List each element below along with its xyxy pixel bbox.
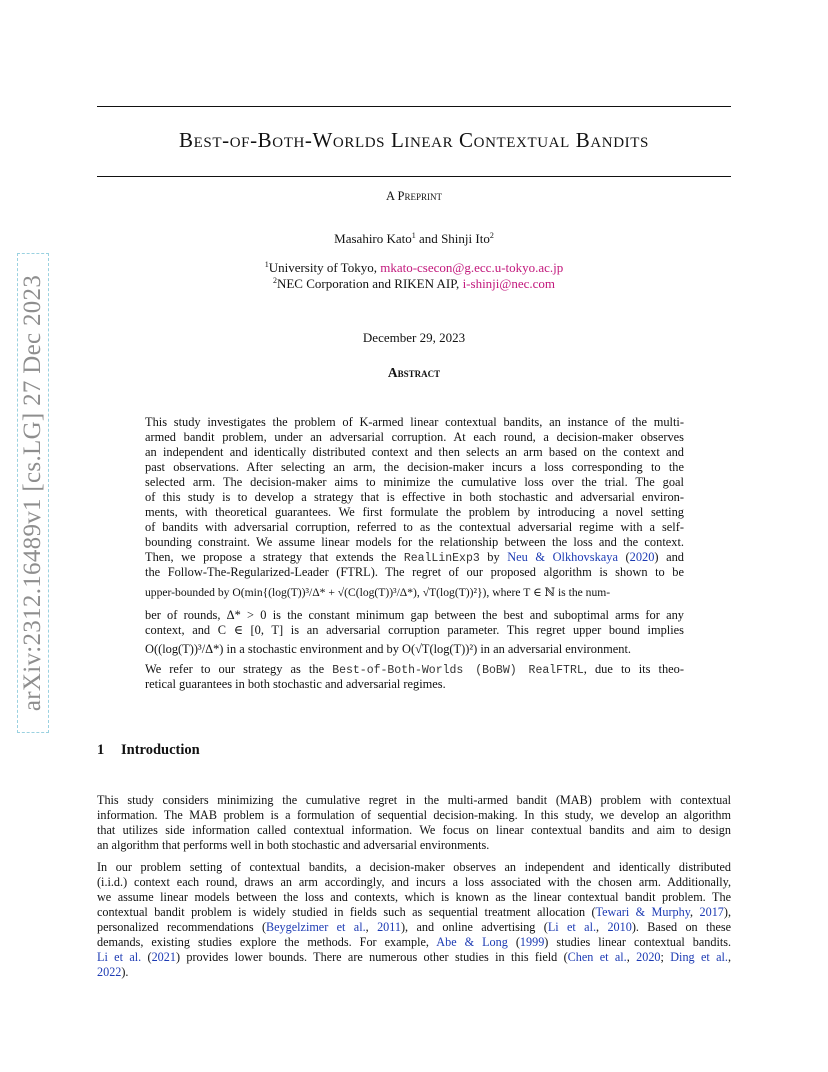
citation-link[interactable]: Beygelzimer et al. (266, 920, 366, 934)
body-line: This study considers minimizing the cumulative regret in the multi-armed bandit (MAB) problem with contextual (97, 793, 731, 807)
citation-year-link[interactable]: 2020 (636, 950, 661, 964)
abstract-line: of bandits with adversarial corruption, referred to as the contextual adversarial regime with a self- (145, 520, 684, 534)
citation-link[interactable]: Chen et al. (567, 950, 627, 964)
arxiv-stamp[interactable] (17, 253, 49, 733)
body-line: information. The MAB problem is a formulation of sequential decision-making. In this study, we develop an algorithm (97, 808, 731, 822)
abstract-text: ) and (654, 550, 684, 564)
affiliation-text: NEC Corporation and RIKEN AIP, (276, 276, 463, 291)
body-text: ; (660, 950, 671, 964)
abstract-text: We refer to our strategy as the (145, 662, 333, 676)
abstract-text: in an adversarial environment. (477, 642, 632, 656)
affiliation-line (0, 260, 828, 276)
body-text: ( (141, 950, 152, 964)
abstract-line: context, and C ∈ [0, T] is an adversarial corruption parameter. This regret upper bound implies (145, 623, 684, 637)
affiliation-marker: 2 (489, 231, 494, 240)
abstract-line (145, 550, 684, 566)
body-line: that utilizes side information called contextual information. We focus on linear contextual bandits and aim to design (97, 823, 731, 837)
abstract-line: ber of rounds, Δ* > 0 is the constant minimum gap between the best and suboptimal arms for any (145, 608, 684, 622)
body-text: ). Based on these (631, 920, 732, 934)
abstract-text: upper-bounded by O (145, 586, 241, 599)
body-text: ) studies linear contextual bandits. (544, 935, 732, 949)
abstract-line (145, 585, 684, 600)
abstract-text: Then, we propose a strategy that extends the (145, 550, 404, 564)
body-text: contextual bandit problem is widely studied in fields such as sequential treatment allocation ( (97, 905, 596, 919)
abstract-line (145, 662, 684, 678)
abstract-line: of this study is to develop a strategy that is effective in both stochastic and adversarial environ- (145, 490, 684, 504)
abstract-line: the Follow-The-Regularized-Leader (FTRL). The regret of our proposed algorithm is shown to be (145, 565, 684, 579)
abstract-line: bounding constraint. We assume linear models for the relationship between the loss and the context. (145, 535, 684, 549)
abstract-line: retical guarantees in both stochastic and adversarial regimes. (145, 677, 446, 691)
body-text: demands, existing studies explore the methods. For example, (97, 935, 437, 949)
affiliation-line (0, 276, 828, 292)
abstract-line: armed bandit problem, under an adversarial corruption. At each round, a decision-maker observes (145, 430, 684, 444)
abstract-line: ments, with theoretical guarantees. We first formulate the problem by introducing a novel setting (145, 505, 684, 519)
email-link[interactable]: mkato-csecon@g.ecc.u-tokyo.ac.jp (380, 260, 564, 275)
body-text: ). (121, 965, 129, 979)
citation-year-link[interactable]: 1999 (519, 935, 545, 949)
body-line: an algorithm that performs well in both stochastic and adversarial environments. (97, 838, 490, 852)
abstract-line (145, 642, 684, 657)
affiliation-text: University of Tokyo, (268, 260, 381, 275)
citation-year-link[interactable]: 2020 (629, 550, 655, 564)
citation-link[interactable]: Abe & Long (436, 935, 508, 949)
body-text: ) provides lower bounds. There are numerous other studies in this field ( (175, 950, 568, 964)
abstract-text: in a stochastic environment and by (223, 642, 403, 656)
citation-year-link[interactable]: 2011 (377, 920, 401, 934)
body-text: , (365, 920, 378, 934)
body-text: , (596, 920, 608, 934)
affiliation-marker: 1 (411, 231, 416, 240)
adversarial-bound-formula: O(√T(log(T))²) (402, 642, 478, 656)
affiliation-marker: 1 (264, 260, 269, 269)
abstract-text: by (479, 550, 508, 564)
body-line: (i.i.d.) context each round, draws an arm accordingly, and incurs a loss associated with the chosen arm. Additionally, (97, 875, 731, 889)
paper-title: Best-of-Both-Worlds Linear Contextual Bandits (179, 128, 649, 152)
abstract-heading: Abstract (387, 365, 441, 380)
abstract-text: , due to its theo- (583, 662, 684, 676)
body-text: , (626, 950, 637, 964)
preprint-label: A Preprint (386, 189, 442, 203)
abstract-text: ( (617, 550, 630, 564)
body-line (97, 905, 731, 920)
email-link[interactable]: i-shinji@nec.com (462, 276, 556, 291)
section-title: Introduction (121, 742, 200, 758)
body-line (97, 935, 731, 950)
paper-date: December 29, 2023 (362, 330, 466, 345)
author-name: Masahiro Kato (334, 231, 412, 246)
citation-link[interactable]: Li et al. (97, 950, 142, 964)
body-text: , (727, 950, 732, 964)
author-conjunction: and (415, 231, 442, 246)
citation-link[interactable]: Tewari & Murphy (595, 905, 691, 919)
body-text: , (690, 905, 700, 919)
body-line: we assume linear models between the loss and contexts, which is known as the linear contextual bandit problem. The (97, 890, 731, 904)
citation-year-link[interactable]: 2010 (607, 920, 632, 934)
section-heading (97, 742, 200, 759)
abstract-line: This study investigates the problem of K-armed linear contextual bandits, an instance of the multi- (145, 415, 684, 429)
citation-link[interactable]: Ding et al. (670, 950, 728, 964)
citation-link[interactable]: Li et al. (547, 920, 597, 934)
arxiv-stamp-text: arXiv:2312.16489v1 [cs.LG] 27 Dec 2023 (19, 274, 46, 712)
body-text: ), and online advertising ( (401, 920, 548, 934)
abstract-line: past observations. After selecting an arm, the decision-maker incurs a loss corresponding to the (145, 460, 684, 474)
author-name: Shinji Ito (441, 231, 490, 246)
body-text: personalized recommendations ( (97, 920, 267, 934)
body-line (97, 950, 731, 965)
body-text: ( (507, 935, 520, 949)
algorithm-name: Best-of-Both-Worlds (BoBW) RealFTRL (332, 664, 584, 677)
affiliation-marker: 2 (272, 276, 277, 285)
section-number: 1 (97, 742, 105, 758)
title-top-rule (97, 106, 731, 107)
abstract-line: an independent and identically distributed context and then selects an arm based on the context and (145, 445, 684, 459)
regret-bound-formula: (min{(log(T))³/Δ* + √(C(log(T))³/Δ*), √T(log(T))²}) (240, 586, 487, 599)
abstract-text: , where T ∈ ℕ is the num- (486, 586, 611, 599)
body-line: In our problem setting of contextual bandits, a decision-maker observes an independent and identically distributed (97, 860, 731, 874)
body-line (97, 965, 731, 980)
author-list (0, 231, 828, 247)
citation-link[interactable]: Neu & Olkhovskaya (507, 550, 618, 564)
title-bottom-rule (97, 176, 731, 177)
algorithm-name: RealLinExp3 (403, 552, 480, 565)
abstract-line: selected arm. The decision-maker aims to minimize the cumulative loss over the trial. The goal (145, 475, 684, 489)
stochastic-bound-formula: O((log(T))³/Δ*) (145, 642, 224, 656)
body-line (97, 920, 731, 935)
body-text: ), (723, 905, 731, 919)
citation-year-link[interactable]: 2022 (97, 965, 122, 979)
citation-year-link[interactable]: 2021 (151, 950, 176, 964)
citation-year-link[interactable]: 2017 (699, 905, 724, 919)
